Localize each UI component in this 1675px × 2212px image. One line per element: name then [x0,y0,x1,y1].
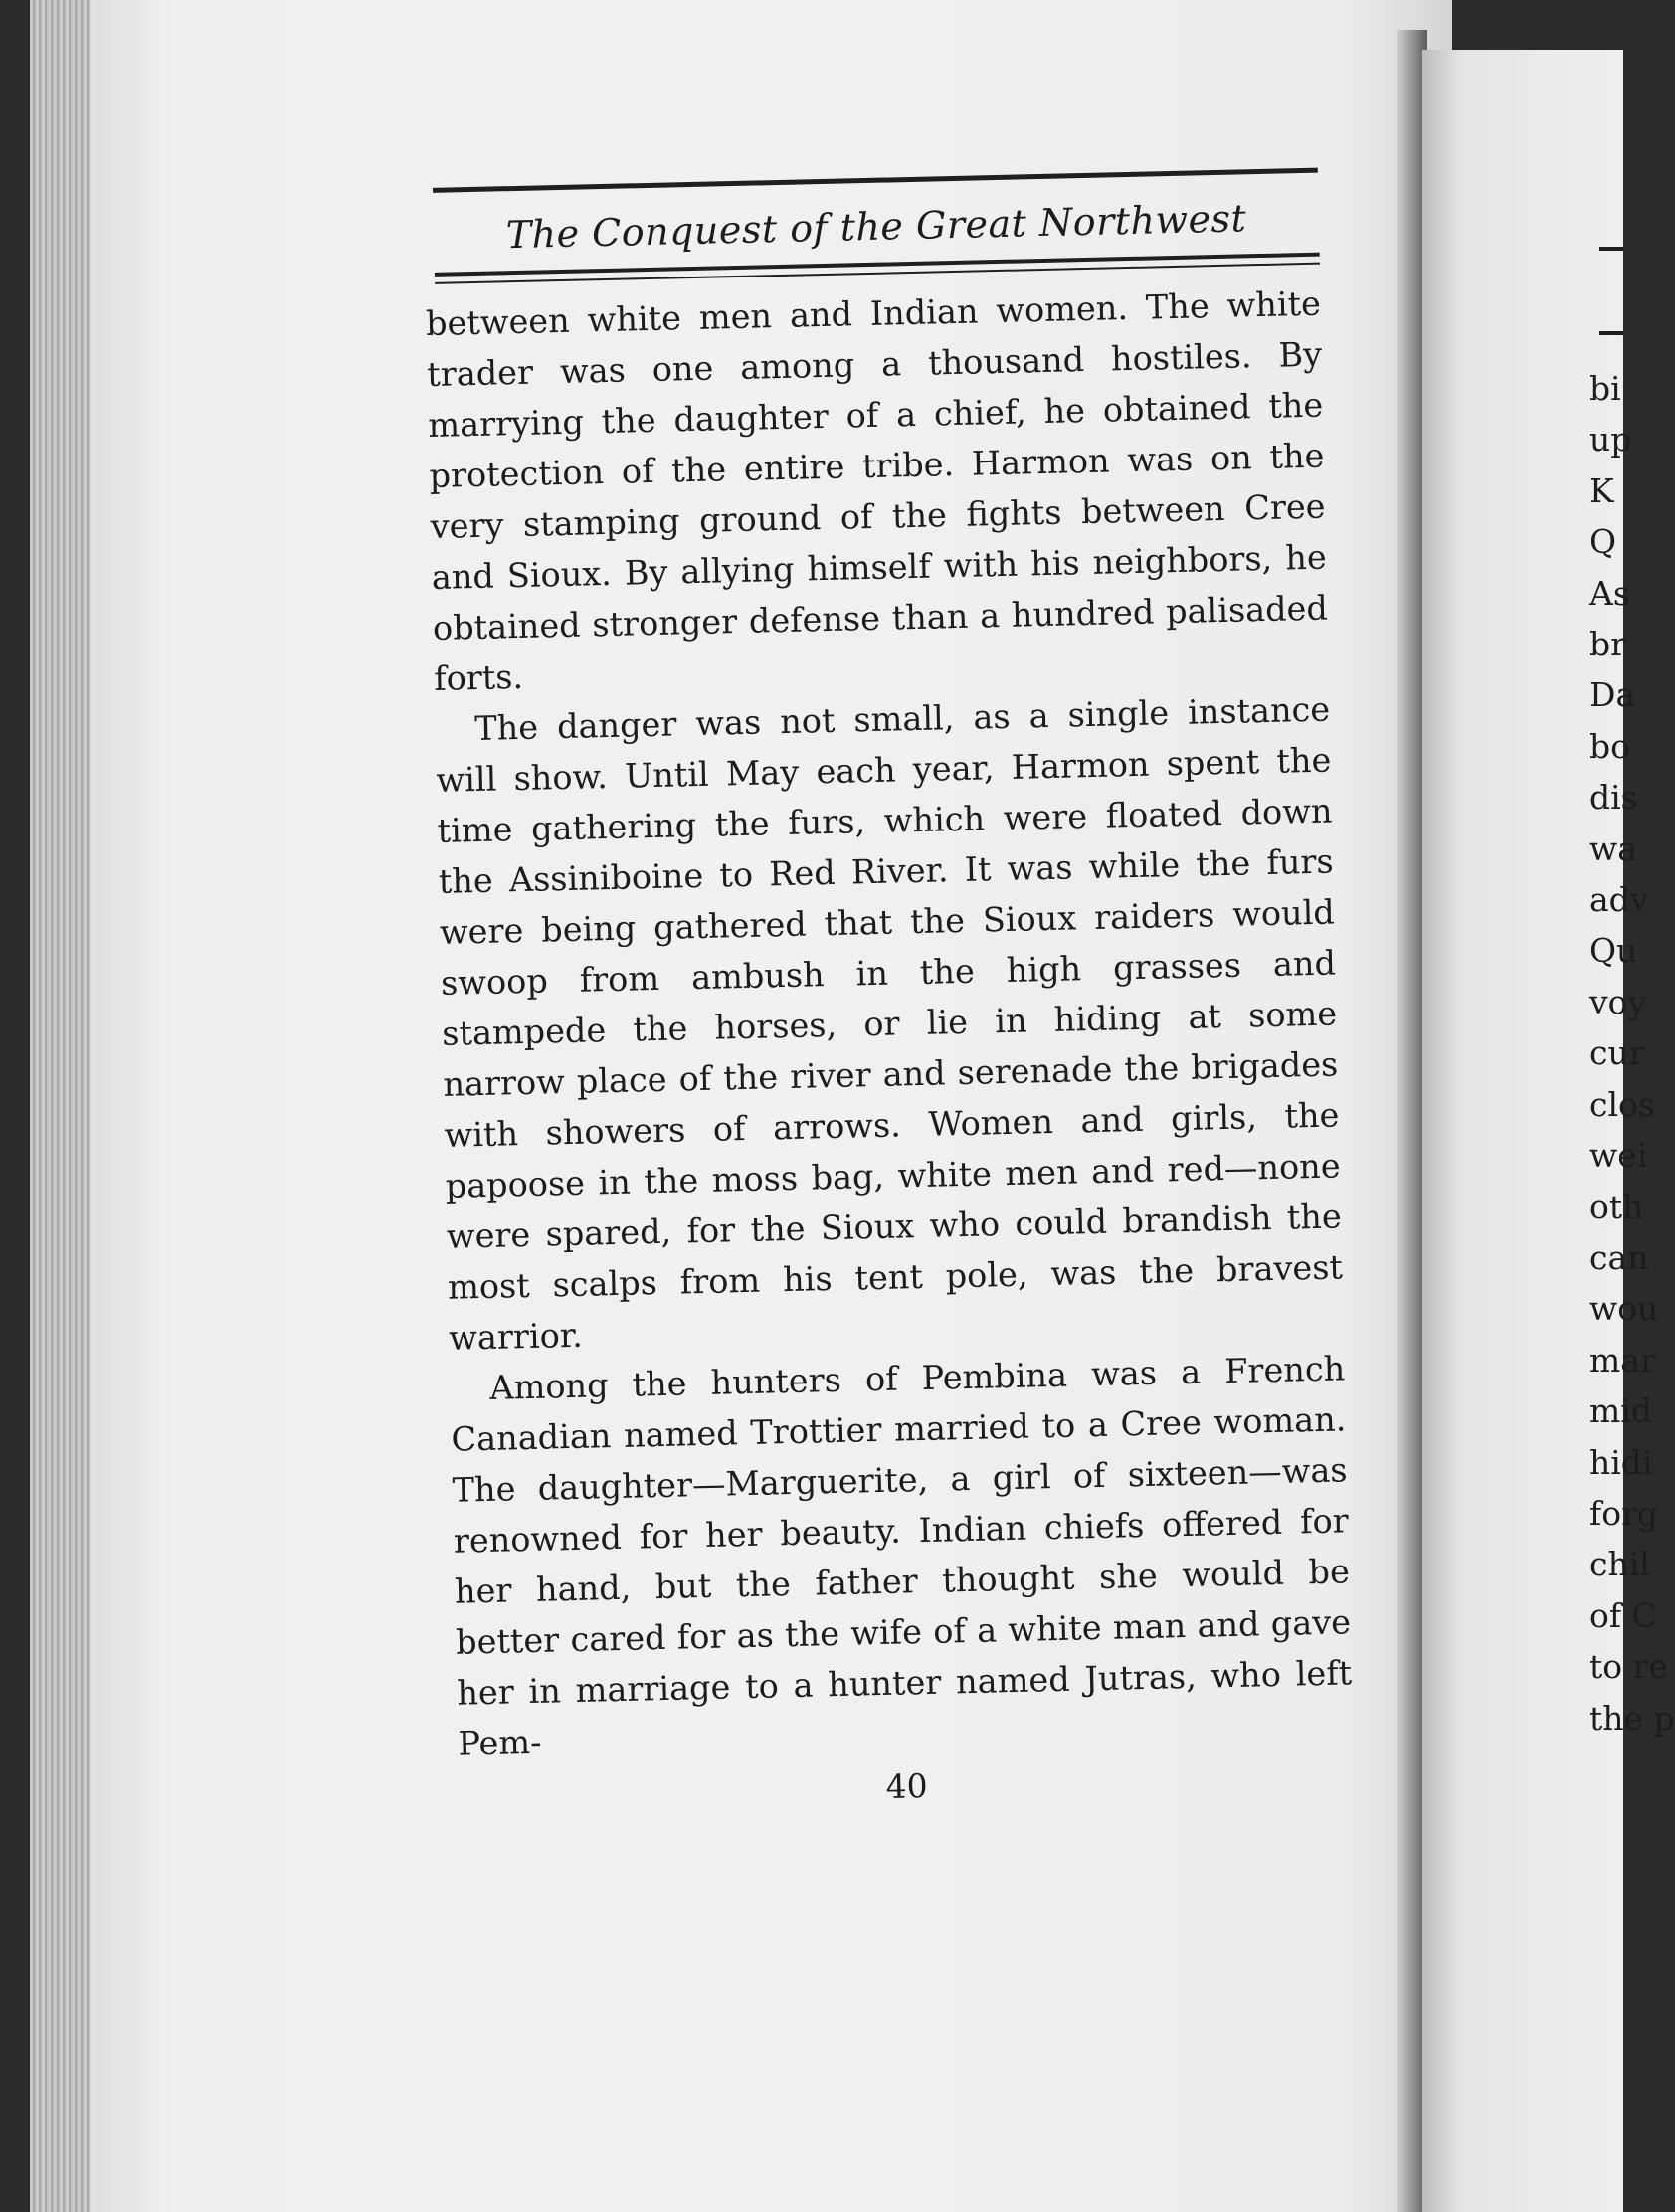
paragraph-2: The danger was not small, as a single instance will show. Until May each year, Harmon spent the time gathering the furs, which were floated down the Assiniboine to Red River. It was while the furs were being gathered that the Sioux raiders would swoop from ambush in the high grasses and stampede the horses, or lie in hiding at some narrow place of the river and serenade the brigades with showers of arrows. Women and girls, the papoose in the moss bag, white men and red—none were spared, for the Sioux who could brandish the most scalps from his tent pole, was the bravest warrior. [436,689,1344,1358]
facing-page-line: can [1589,1237,1649,1277]
facing-page-line: adv [1589,880,1649,920]
facing-page-line: hidi [1589,1442,1653,1482]
page-number: 40 [885,1765,929,1806]
facing-page-line: As [1589,573,1630,613]
facing-page-rule-top [1599,247,1623,251]
facing-page-line: mid [1589,1391,1652,1431]
facing-page-line: cur [1589,1033,1645,1073]
facing-page-line: chil [1589,1545,1650,1584]
facing-page-line: dis [1589,778,1638,818]
facing-page-line: Da [1589,675,1636,715]
facing-page-line: to re [1589,1647,1668,1687]
facing-page-rule-bottom [1599,331,1623,335]
facing-page-line: voy [1589,982,1647,1021]
facing-page-line: K [1589,470,1614,510]
paragraph-3: Among the hunters of Pembina was a French Canadian named Trottier married to a Cree woman. The daughter—Marguerite, a girl of sixteen—was renowned for her beauty. Indian chiefs offered for her hand, but the father thought she would be better cared for as the wife of a white man and gave her in marriage to a hunter named Jutras, who left Pem- [451,1349,1353,1763]
facing-page-line: br [1589,625,1626,664]
running-head: The Conquest of the Great Northwest [505,196,1247,258]
facing-page-line: bo [1589,726,1630,766]
facing-page-line: Q [1589,522,1617,562]
facing-page-line: oth [1589,1187,1644,1226]
facing-page-line: bi [1589,369,1621,408]
body-text [426,278,1354,1769]
paragraph-1: between white men and Indian women. The white trader was one among a thousand hostiles. By marrying the daughter of a chief, he obtained the protection of the entire tribe. Harmon was on the very stamping ground of the fights between Cree and Sioux. By allying himself with his neighbors, he obtained stronger defense than a hundred palisaded forts. [425,283,1329,698]
header-rule-bottom [435,253,1320,284]
facing-page-text [1589,363,1675,1744]
facing-page-line: clos [1589,1084,1655,1124]
facing-page-line: the p [1589,1698,1675,1738]
facing-page-line: wou [1589,1289,1659,1329]
facing-page-line: up [1589,420,1632,460]
facing-page-line: wei [1589,1136,1648,1176]
facing-page-line: forg [1589,1493,1658,1533]
facing-page-line: wa [1589,829,1637,868]
facing-page-line: mar [1589,1340,1656,1380]
facing-page-line: Qu [1589,931,1638,971]
page-content [383,168,1355,1817]
facing-page-line: of C [1589,1595,1657,1635]
